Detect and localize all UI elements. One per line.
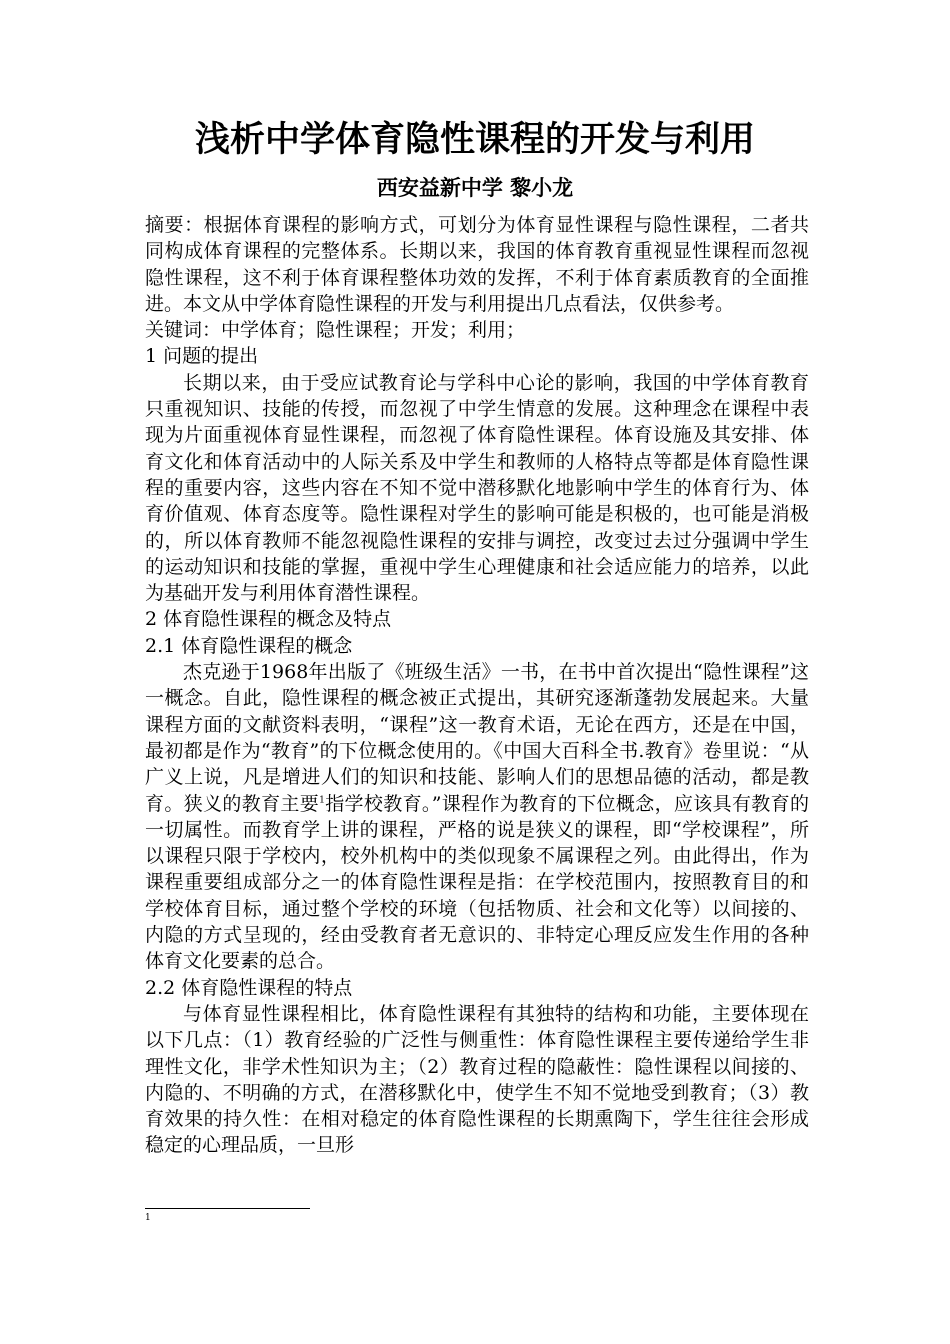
section-2-1-text-a: 杰克逊于1968年出版了《班级生活》一书，在书中首次提出“隐性课程”这一概念。自此，隐性课程的概念被正式提出，其研究逐渐蓬勃发展起来。大量课程方面的文献资料表明，“课程”这一教育术语，无论在西方，还是在中国，最初都是作为“教育”的下位概念使用的。《中国大百科全书.教育》卷里说：“从广义上说，凡是增进人们的知识和技能、影响人们的思想品德的活动，都是教育。狭义的教育主要: [145, 661, 809, 815]
footnote-reference[interactable]: 1: [319, 795, 325, 806]
section-2-1-text-b: 指学校教育。”课程作为教育的下位概念，应该具有教育的一切属性。而教育学上讲的课程，严格的说是狭义的课程，即“学校课程”，所以课程只限于学校内，校外机构中的类似现象不属课程之列。由此得出，作为课程重要组成部分之一的体育隐性课程是指：在学校范围内，按照教育目的和学校体育目标，通过整个学校的环境（包括物质、社会和文化等）以间接的、内隐的方式呈现的，经由受教育者无意识的、非特定心理反应发生作用的各种体育文化要素的总合。: [145, 792, 809, 973]
section-1-paragraph: 长期以来，由于受应试教育论与学科中心论的影响，我国的中学体育教育只重视知识、技能的传授，而忽视了中学生情意的发展。这种理念在课程中表现为片面重视体育显性课程，而忽视了体育隐性课程。体育设施及其安排、体育文化和体育活动中的人际关系及中学生和教师的人格特点等都是体育隐性课程的重要内容，这些内容在不知不觉中潜移默化地影响中学生的体育行为、体育价值观、体育态度等。隐性课程对学生的影响可能是积极的，也可能是消极的，所以体育教师不能忽视隐性课程的安排与调控，改变过去过分强调中学生的运动知识和技能的掌握，重视中学生心理健康和社会适应能力的培养，以此为基础开发与利用体育潜性课程。: [145, 371, 809, 605]
section-2-2-paragraph: 与体育显性课程相比，体育隐性课程有其独特的结构和功能，主要体现在以下几点：（1）教育经验的广泛性与侧重性：体育隐性课程主要传递给学生非理性文化，非学术性知识为主；（2）教育过程的隐蔽性：隐性课程以间接的、内隐的、不明确的方式，在潜移默化中，使学生不知不觉地受到教育；（3）教育效果的持久性：在相对稳定的体育隐性课程的长期熏陶下，学生往往会形成稳定的心理品质，一旦形: [145, 1002, 809, 1157]
section-2-2-heading: 2.2 体育隐性课程的特点: [145, 976, 353, 999]
section-2-heading: 2 体育隐性课程的概念及特点: [145, 608, 392, 631]
document-body: [145, 212, 809, 1159]
keywords-line: 关键词：中学体育；隐性课程；开发；利用；: [145, 319, 526, 342]
section-1-heading: 1 问题的提出: [145, 345, 259, 368]
footnote-number: 1: [145, 1213, 151, 1223]
section-2-1-paragraph: [145, 659, 809, 975]
footnote-separator: [145, 1208, 310, 1209]
document-title: 浅析中学体育隐性课程的开发与利用: [194, 120, 755, 160]
author-line: 西安益新中学 黎小龙: [376, 176, 574, 200]
abstract-paragraph: 摘要：根据体育课程的影响方式，可划分为体育显性课程与隐性课程，二者共同构成体育课程的完整体系。长期以来，我国的体育教育重视显性课程而忽视隐性课程，这不利于体育课程整体功效的发挥，不利于体育素质教育的全面推进。本文从中学体育隐性课程的开发与利用提出几点看法，仅供参考。: [145, 214, 809, 315]
section-2-1-heading: 2.1 体育隐性课程的概念: [145, 634, 353, 657]
